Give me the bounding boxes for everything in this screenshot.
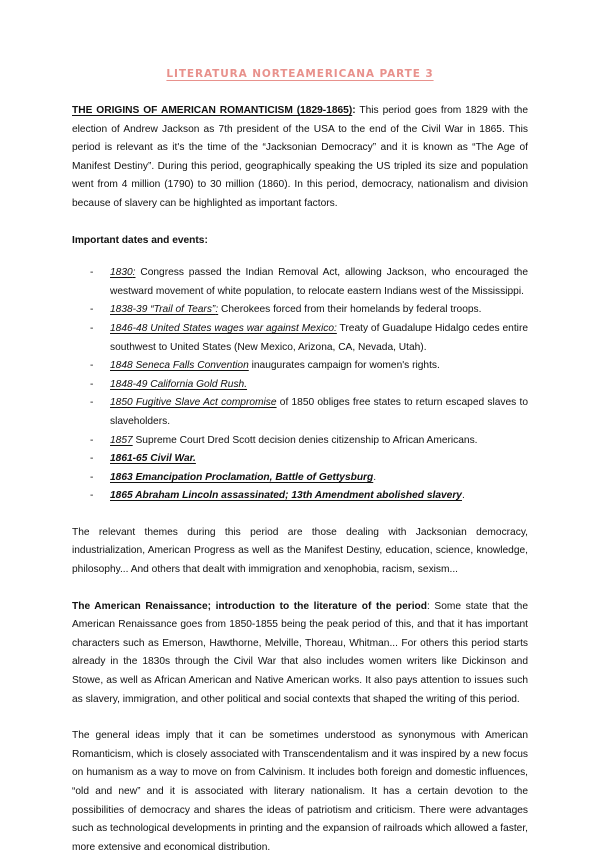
list-item-text: Cherokees forced from their homelands by federal troops.	[218, 304, 482, 316]
list-item-date: 1861-65 Civil War.	[110, 453, 196, 465]
spacer	[72, 214, 528, 232]
spacer	[72, 250, 528, 264]
list-item-text: Supreme Court Dred Scott decision denies citizenship to African Americans.	[132, 434, 478, 446]
list-marker: -	[90, 322, 94, 334]
spacer	[72, 506, 528, 524]
list-marker: -	[90, 304, 94, 316]
list-item	[72, 487, 528, 506]
list-item	[72, 376, 528, 395]
list-item	[72, 432, 528, 451]
important-dates-list	[72, 264, 528, 506]
intro-heading: THE ORIGINS OF AMERICAN ROMANTICISM (1829-1865)	[72, 105, 353, 116]
list-item-date: 1850 Fugitive Slave Act compromise	[110, 397, 277, 409]
list-item-text: .	[373, 471, 377, 483]
list-marker: -	[90, 434, 94, 446]
list-item-separator: :	[334, 322, 337, 334]
list-item-text: of 1850 obliges free states to return escaped slaves to slaveholders.	[110, 397, 528, 427]
list-marker: -	[90, 267, 94, 279]
list-marker: -	[90, 453, 94, 465]
general-ideas-paragraph: The general ideas imply that it can be sometimes understood as synonymous with American Romanticism, which is closely associated with Transcendentalism and it was inspired by a new focus on humanism as a way to move on from Calvinism. It includes both foreign and domestic influences, “old and new” and it is associated with literary nationalism. It has a certain devotion to the possibilities of democracy and shares the ideas of patriotism and criticism. There were advantages such as technological developments in printing and the expansion of railroads which allowed a faster, more extensive and economical distribution.	[72, 730, 528, 853]
list-item	[72, 357, 528, 376]
intro-paragraph	[72, 102, 528, 214]
list-marker: -	[90, 360, 94, 372]
list-item	[72, 469, 528, 488]
list-item-text: Congress passed the Indian Removal Act, allowing Jackson, who encouraged the westward movement of white population, to relocate eastern Indians west of the Mississippi.	[110, 267, 528, 297]
list-item-date: 1865 Abraham Lincoln assassinated; 13th Amendment abolished slavery	[110, 490, 462, 502]
document-title: LITERATURA NORTEAMERICANA PARTE 3	[166, 68, 434, 80]
list-item	[72, 394, 528, 431]
list-item	[72, 320, 528, 357]
list-item-date: 1848 Seneca Falls Convention	[110, 360, 249, 372]
list-item-date: 1846-48 United States wages war against Mexico	[110, 322, 334, 334]
list-marker: -	[90, 378, 94, 390]
list-item-text: .	[461, 490, 465, 502]
important-dates-heading: Important dates and events:	[72, 234, 208, 246]
intro-body-text: This period goes from 1829 with the election of Andrew Jackson as 7th president of the USA to the end of the Civil War in 1865. This period is relevant as it's the time of the “Jacksonian Democracy” and it is known as “The Age of Manifest Destiny”. During this period, geographically speaking the US tripled its size and population went from 4 million (1790) to 30 million (1860). In this period, democracy, nationalism and division because of slavery can be highlighted as important factors.	[72, 105, 528, 209]
list-item-date: 1857	[110, 434, 133, 446]
list-marker: -	[90, 490, 94, 502]
list-marker: -	[90, 397, 94, 409]
themes-paragraph: The relevant themes during this period are those dealing with Jacksonian democracy, industrialization, American Progress as well as the Manifest Destiny, education, science, knowledge, philosophy... And others that dealt with immigration and xenophobia, racism, sexism...	[72, 526, 528, 576]
american-renaissance-paragraph	[72, 598, 528, 710]
list-marker: -	[90, 471, 94, 483]
american-renaissance-colon: :	[426, 600, 430, 612]
list-item	[72, 301, 528, 320]
list-item-date: 1838-39 “Trail of Tears”	[110, 304, 216, 316]
list-item-separator: :	[132, 267, 136, 279]
intro-heading-colon: :	[352, 105, 356, 116]
american-renaissance-heading: The American Renaissance; introduction to the literature of the period	[72, 600, 427, 612]
spacer	[72, 580, 528, 598]
list-item-date: 1848-49 California Gold Rush.	[110, 378, 248, 390]
spacer	[72, 709, 528, 727]
american-renaissance-text: Some state that the American Renaissance goes from 1850-1855 being the peak period of this, and that it has important characters such as Emerson, Hawthorne, Melville, Thoreau, Whitman... For others this period starts already in the 1830s through the Civil War that also includes women writers like Dickinson and Stowe, as well as African American and Native American works. It also pays attention to issues such as slavery, immigration, and other political and social contexts that shaped the writing of this period.	[72, 600, 528, 705]
list-item-text: Treaty of Guadalupe Hidalgo cedes entire southwest to United States (New Mexico, Arizona, CA, Nevada, Utah).	[110, 322, 528, 353]
list-item-text: inaugurates campaign for women's rights.	[248, 360, 440, 372]
list-item-separator: :	[215, 304, 219, 316]
list-item-date: 1830	[110, 267, 133, 279]
list-item	[72, 450, 528, 469]
spacer	[72, 80, 528, 102]
list-item-date: 1863 Emancipation Proclamation, Battle of Gettysburg	[110, 471, 374, 483]
list-item	[72, 264, 528, 301]
